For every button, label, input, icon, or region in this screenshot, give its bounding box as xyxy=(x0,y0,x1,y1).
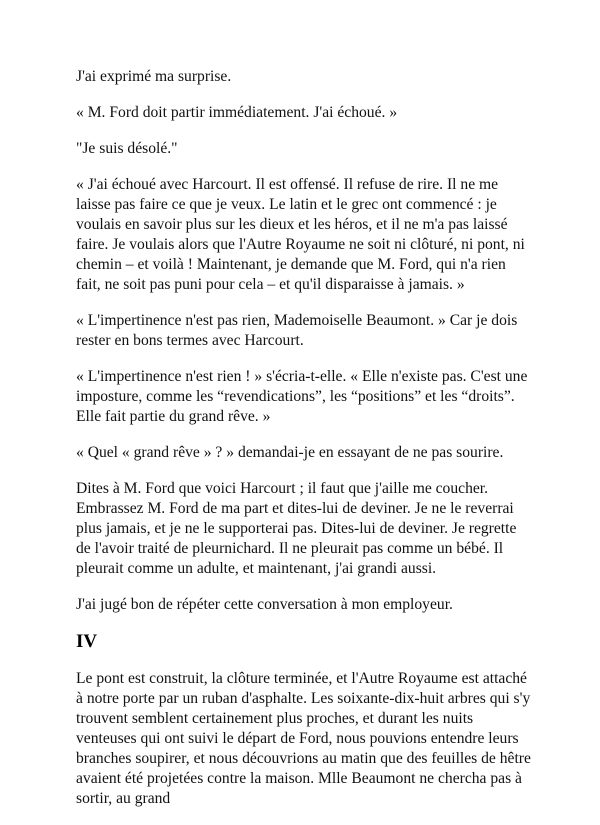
paragraph-tell-ford: Dites à M. Ford que voici Harcourt ; il faut que j'aille me coucher. Embrassez M. Ford de ma part et dites-lui de deviner. Je ne le reverrai plus jamais, et je ne le supporterai pas. Dites-lui de deviner. Je regrette de l'avoir traité de pleurnichard. Il ne pleurait pas comme un bébé. Il pleurait comme un adulte, et maintenant, j'ai grandi aussi. xyxy=(76,480,517,577)
paragraph-bridge-built: Le pont est construit, la clôture terminée, et l'Autre Royaume est attaché à notre porte par un ruban d'asphalte. Les soixante-dix-huit arbres qui s'y trouvent semblent certainement plus proches, et durant les nuits venteuses qui ont suivi le départ de Ford, nous pouvions entendre leurs branches soupirer, et nous découvrions au matin que des feuilles de hêtre avaient été projetées contre la maison. Mlle Beaumont ne chercha pas à sortir, au grand xyxy=(76,670,531,807)
paragraph-impertinence-reply: « L'impertinence n'est pas rien, Mademoiselle Beaumont. » Car je dois rester en bons termes avec Harcourt. xyxy=(76,312,518,349)
paragraph-surprise: J'ai exprimé ma surprise. xyxy=(76,68,232,85)
paragraph-failed-harcourt: « J'ai échoué avec Harcourt. Il est offensé. Il refuse de rire. Il ne me laisse pas faire ce que je veux. Le latin et le grec ont commencé : je voulais en savoir plus sur les dieux et les héros, et il ne m'a pas laissé faire. Je voulais alors que l'Autre Royaume ne soit ni clôturé, ni pont, ni chemin – et voilà ! Maintenant, je demande que M. Ford, qui n'a rien fait, ne soit pas puni pour cela – et qu'il disparaisse à jamais. » xyxy=(76,176,525,293)
section-heading: IV xyxy=(76,631,98,652)
paragraph-repeat-conversation: J'ai jugé bon de répéter cette conversation à mon employeur. xyxy=(76,596,453,613)
paragraph-grand-dream: « Quel « grand rêve » ? » demandai-je en essayant de ne pas sourire. xyxy=(76,444,504,461)
paragraph-impertinence-nothing: « L'impertinence n'est rien ! » s'écria-t-elle. « Elle n'existe pas. C'est une imposture, comme les “revendications”, les “positions” et les “droits”. Elle fait partie du grand rêve. » xyxy=(76,368,528,425)
document-page xyxy=(76,67,534,825)
paragraph-sorry: "Je suis désolé." xyxy=(76,140,178,157)
paragraph-ford-must-leave: « M. Ford doit partir immédiatement. J'ai échoué. » xyxy=(76,104,398,121)
